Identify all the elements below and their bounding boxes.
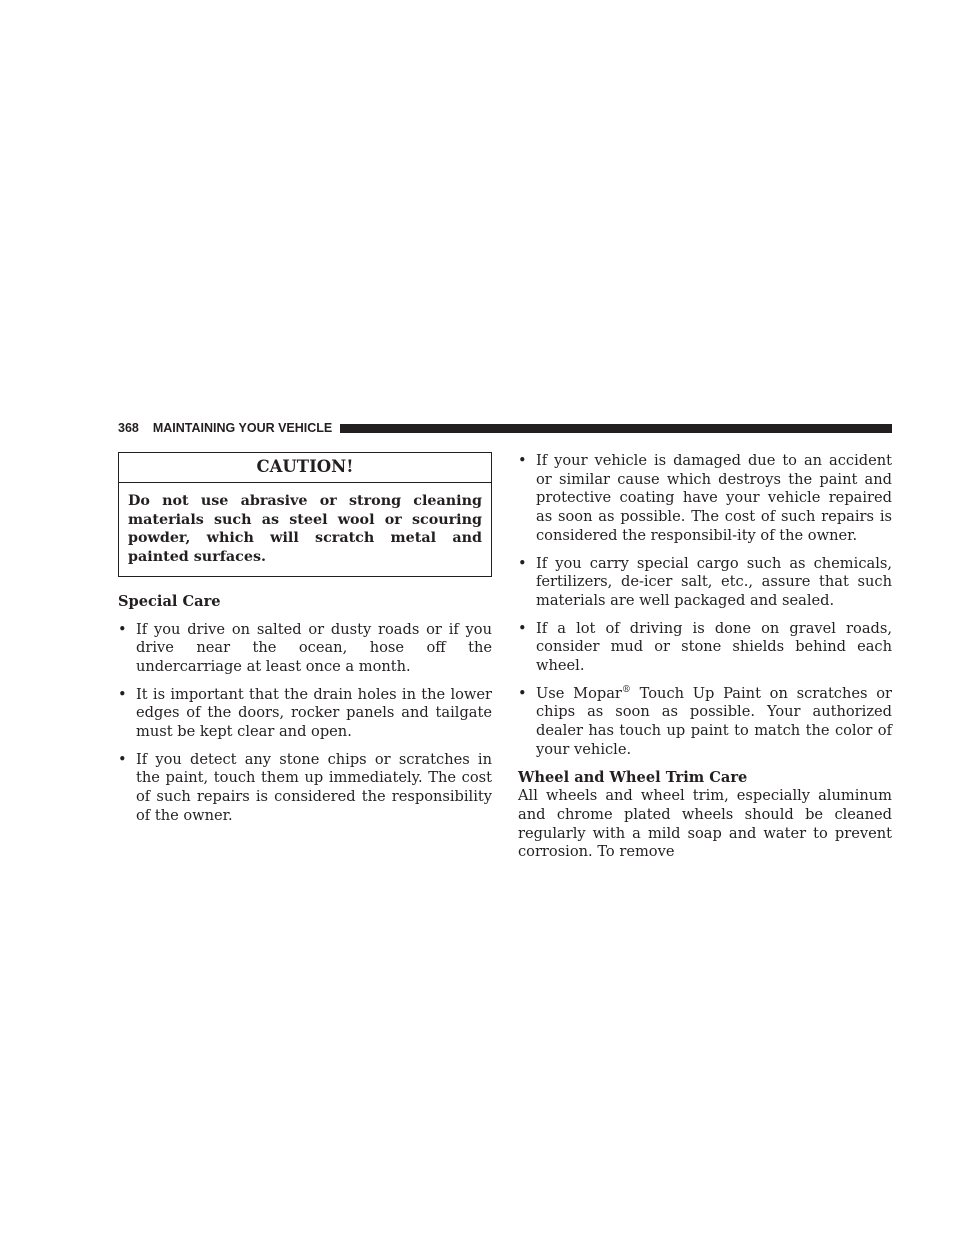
special-care-heading: Special Care (118, 592, 221, 610)
special-care-list-left (118, 621, 492, 826)
list-item-text: If you detect any stone chips or scratches in the paint, touch them up immediately. The cost of such repairs is considered the responsibility of the owner. (136, 750, 492, 824)
mopar-text-before: Use Mopar (536, 684, 622, 702)
list-item-text: It is important that the drain holes in the lower edges of the doors, rocker panels and tailgate must be kept clear and open. (136, 685, 492, 741)
list-item-text (536, 685, 892, 758)
bullet-icon: • (518, 452, 527, 469)
right-column (518, 452, 892, 862)
registered-mark: ® (621, 684, 631, 695)
list-item (518, 685, 892, 760)
page-header (118, 420, 892, 436)
list-item (518, 452, 892, 546)
special-care-list-right (518, 452, 892, 760)
bullet-icon: • (518, 684, 527, 702)
list-item (118, 621, 492, 677)
list-item-text: If you carry special cargo such as chemicals, fertilizers, de-icer salt, etc., assure that such materials are well packaged and sealed. (536, 554, 892, 609)
list-item-text: If a lot of driving is done on gravel roads, consider mud or stone shields behind each wheel. (536, 619, 892, 675)
caution-title: CAUTION! (119, 453, 491, 483)
section-title: MAINTAINING YOUR VEHICLE (152, 421, 333, 435)
list-item-text: If you drive on salted or dusty roads or if you drive near the ocean, hose off the undercarriage at least once a month. (136, 620, 492, 675)
caution-box (118, 452, 492, 577)
list-item (118, 686, 492, 742)
bullet-icon: • (118, 750, 127, 768)
wheel-care-body: All wheels and wheel trim, especially aluminum and chrome plated wheels should be cleaned regularly with a mild soap and water to prevent corrosion. To remove (518, 787, 892, 861)
mopar-text-after: Touch Up Paint on scratches or chips as soon as possible. Your authorized dealer has touch up paint to match the color of your vehicle. (536, 684, 893, 758)
bullet-icon: • (118, 620, 127, 638)
caution-body: Do not use abrasive or strong cleaning materials such as steel wool or scouring powder, which will scratch metal and painted surfaces. (128, 493, 482, 566)
bullet-icon: • (518, 619, 527, 637)
wheel-care-heading: Wheel and Wheel Trim Care (518, 768, 748, 786)
left-column (118, 452, 492, 835)
list-item (518, 555, 892, 611)
bullet-icon: • (518, 554, 527, 572)
list-item-text: If your vehicle is damaged due to an accident or similar cause which destroys the paint and protective coating have your vehicle repaired as soon as possible. The cost of such repairs is considered the responsibil-ity of the owner. (536, 452, 892, 544)
bullet-icon: • (118, 685, 127, 703)
header-rule (340, 424, 892, 433)
page-number: 368 (118, 421, 139, 435)
list-item (118, 751, 492, 826)
list-item (518, 620, 892, 676)
